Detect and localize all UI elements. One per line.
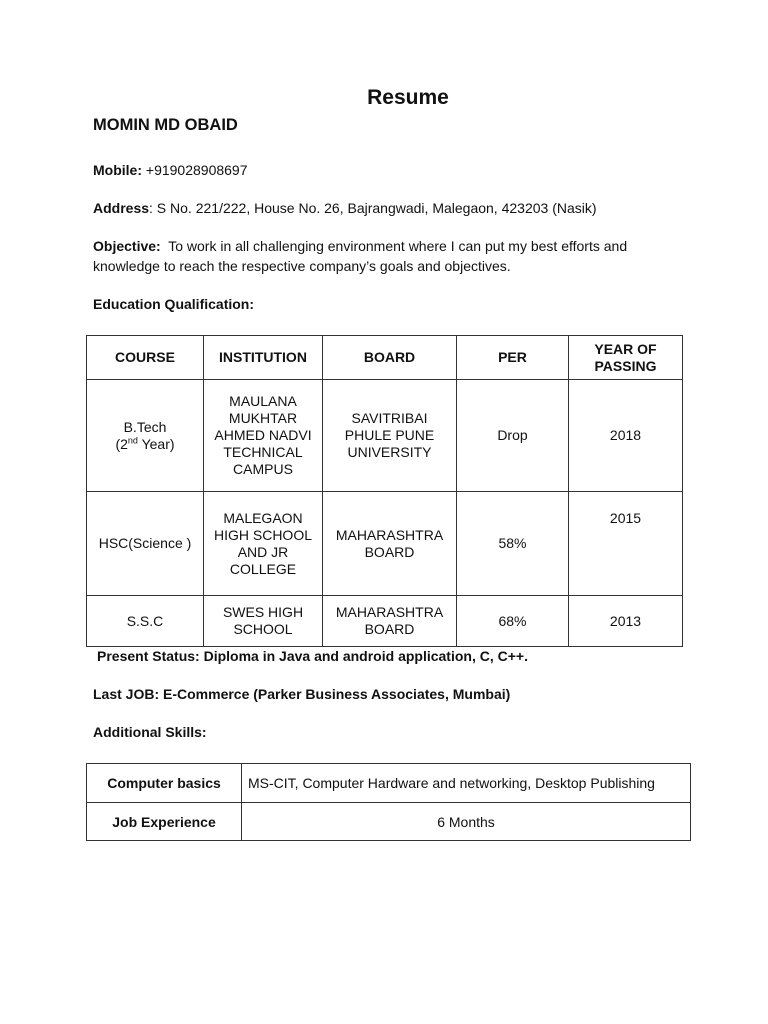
cell-per: 68% [457, 596, 569, 647]
course-name: B.Tech [123, 418, 167, 435]
table-row [87, 492, 683, 596]
additional-skills-heading: Additional Skills: [93, 724, 207, 740]
table-row [87, 764, 691, 803]
cell-institution: MAULANA MUKHTAR AHMED NADVI TECHNICAL CAMPUS [204, 380, 323, 492]
objective-label: Objective: [93, 238, 161, 254]
cell-institution: MALEGAON HIGH SCHOOL AND JR COLLEGE [204, 492, 323, 596]
skill-label: Computer basics [87, 764, 242, 803]
cell-board: SAVITRIBAI PHULE PUNE UNIVERSITY [323, 380, 457, 492]
education-table [86, 335, 683, 647]
education-header-row [87, 336, 683, 380]
course-year-prefix: (2 [115, 435, 128, 452]
header-year-of-passing: YEAR OF PASSING [569, 336, 683, 380]
course-year-sup: nd [127, 434, 138, 445]
skills-table [86, 763, 691, 841]
cell-institution: SWES HIGH SCHOOL [204, 596, 323, 647]
mobile-label: Mobile: [93, 162, 142, 178]
address-value: : S No. 221/222, House No. 26, Bajrangwadi, Malegaon, 423203 (Nasik) [149, 200, 597, 216]
page-title: Resume [367, 86, 449, 109]
mobile-line [93, 160, 248, 180]
skill-value: MS-CIT, Computer Hardware and networking, Desktop Publishing [242, 764, 691, 803]
cell-course: S.S.C [87, 596, 204, 647]
present-status: Present Status: Diploma in Java and android application, C, C++. [97, 648, 528, 664]
cell-per: 58% [457, 492, 569, 596]
education-heading [93, 294, 254, 314]
cell-per: Drop [457, 380, 569, 492]
skill-label: Job Experience [87, 803, 242, 841]
education-heading-text: Education Qualification: [93, 296, 255, 312]
header-course: COURSE [87, 336, 204, 380]
objective-paragraph [93, 236, 673, 276]
cell-year: 2015 [569, 492, 683, 596]
candidate-name: MOMIN MD OBAID [93, 116, 238, 134]
course-year-suffix: Year) [137, 435, 175, 452]
last-job: Last JOB: E-Commerce (Parker Business Associates, Mumbai) [93, 686, 511, 702]
cell-year: 2018 [569, 380, 683, 492]
mobile-value: +919028908697 [145, 162, 248, 178]
table-row [87, 380, 683, 492]
cell-course [87, 380, 204, 492]
objective-value: To work in all challenging environment where I can put my best efforts and knowledge to reach the respective company’s goals and objectives. [93, 238, 628, 274]
cell-course: HSC(Science ) [87, 492, 204, 596]
cell-board: MAHARASHTRA BOARD [323, 492, 457, 596]
header-per: PER [457, 336, 569, 380]
address-label: Address [93, 200, 150, 216]
table-row [87, 803, 691, 841]
skill-value: 6 Months [242, 803, 691, 841]
address-line [93, 198, 597, 218]
header-institution: INSTITUTION [204, 336, 323, 380]
table-row [87, 596, 683, 647]
header-board: BOARD [323, 336, 457, 380]
cell-year: 2013 [569, 596, 683, 647]
cell-board: MAHARASHTRA BOARD [323, 596, 457, 647]
